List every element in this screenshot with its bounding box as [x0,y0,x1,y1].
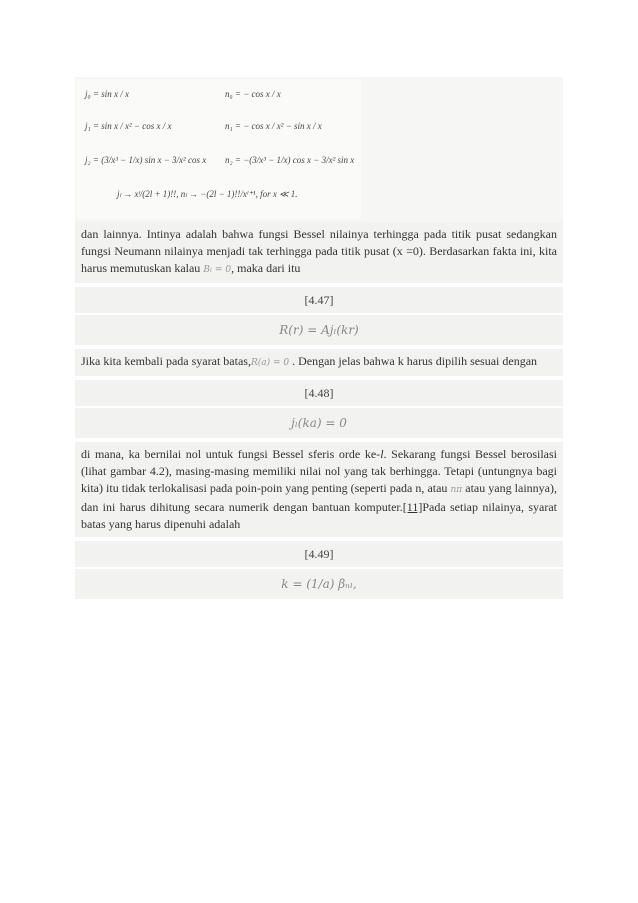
italic-l: l [380,447,384,461]
formula-j1: j₁ = sin x / x² − cos x / x [85,121,172,131]
paragraph-3 [75,442,563,537]
paragraph-2-text-b: . Dengan jelas bahwa k harus dipilih sesuai dengan [289,354,538,368]
paragraph-3-text-a: di mana, ka bernilai nol untuk fungsi Bessel sferis orde ke- [81,447,381,461]
formula-n2: n₂ = −(3/x³ − 1/x) cos x − 3/x² sin x [225,155,355,165]
equation-label-4-47: [4.47] [75,287,563,313]
equation-label-4-48: [4.48] [75,380,563,406]
paragraph-1-text-b: , maka dari itu [231,261,301,275]
formula-figure [75,77,563,222]
formula-j2: j₂ = (3/x³ − 1/x) sin x − 3/x² cos x [85,155,207,165]
formula-limit: jₗ → xˡ/(2l + 1)!!, nₗ → −(2l − 1)!!/xˡ⁺¹, for x ≪ 1. [117,189,298,199]
paragraph-3-text-b: . Sekarang fungsi Bessel berosilasi (lihat gambar 4.2), masing-masing memiliki nilai nol yang tak berhingga. Tetapi (untungnya bagi kita) itu tidak terlokalisasi pada poin-poin yang penting (seperti pada n, atau [81,447,557,495]
paragraph-2-text-a: Jika kita kembali pada syarat batas, [81,354,251,368]
inline-math-bl: Bₗ = 0 [203,265,232,275]
bessel-formula-image [77,79,361,219]
paragraph-1 [75,222,563,283]
paragraph-3-text-d: Pada setiap nilainya, syarat batas yang harus dipenuhi adalah [81,500,558,531]
equation-4-49: k = (1/a) βₙₗ, [75,569,563,599]
paragraph-3-text-c: atau yang lainnya), dan ini harus dihitung secara numerik dengan bantuan komputer. [81,481,557,514]
inline-math-npi: nπ [450,485,463,495]
paragraph-2 [75,349,563,376]
formula-j0: j₀ = sin x / x [85,89,129,99]
equation-4-47: R(r) = Ajₗ(kr) [75,315,563,345]
formula-n0: n₀ = − cos x / x [225,89,281,99]
inline-math-ra: R(a) = 0 [250,358,290,368]
equation-label-4-49: [4.49] [75,541,563,567]
document-content [75,77,563,599]
formula-n1: n₁ = − cos x / x² − sin x / x [225,121,322,131]
equation-4-48: jₗ(ka) = 0 [75,408,563,438]
reference-link-11[interactable]: [11] [402,500,423,514]
paragraph-1-text-a: dan lainnya. Intinya adalah bahwa fungsi Bessel nilainya terhingga pada titik pusat sedangkan fungsi Neumann nilainya menjadi tak terhingga pada titik pusat (x =0). Berdasarkan fakta ini, kita harus memutuskan kalau [81,227,557,275]
